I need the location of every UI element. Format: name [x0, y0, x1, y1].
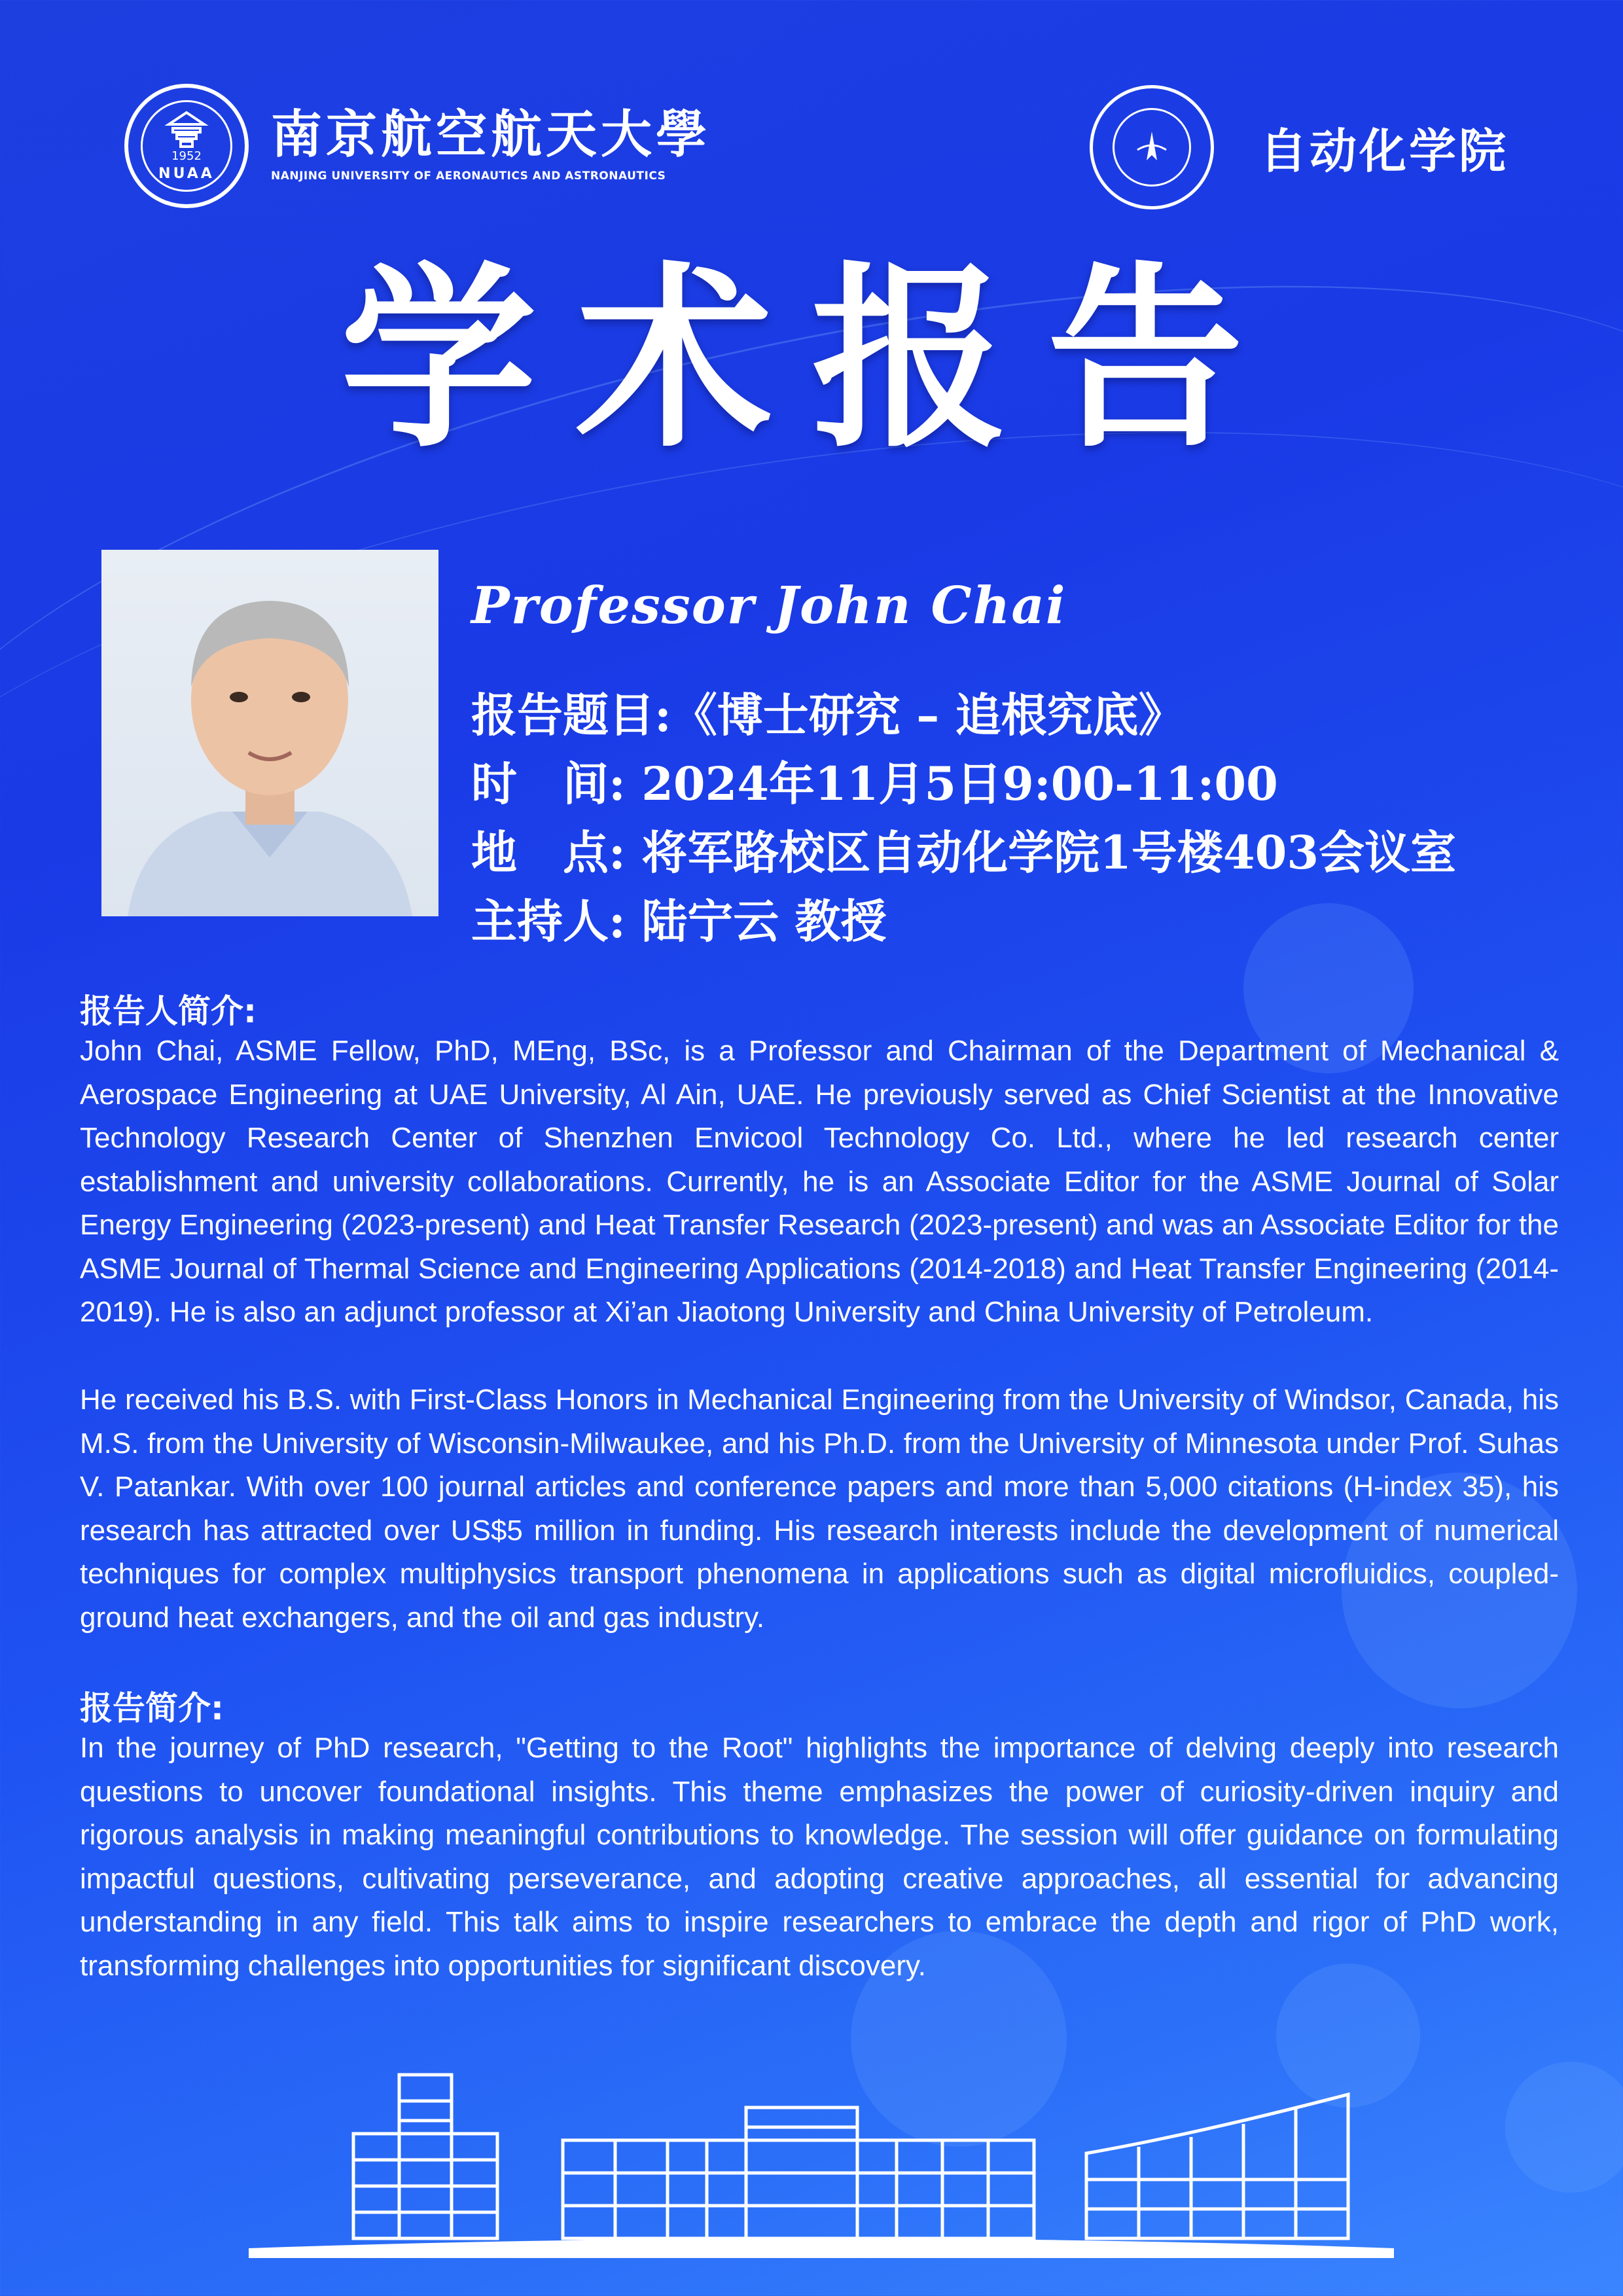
abstract-paragraph: In the journey of PhD research, "Getting to the Root" highlights the importance of delving deeply into research questions to uncover foundational insights. This theme emphasizes the power of curiosity-driven inquiry and rigorous analysis in making meaningful contributions to knowledge. The session will offer guidance on formulating impactful questions, cultivating perseverance, and adopting creative approaches, all essential for advancing understanding in any field. This talk aims to inspire researchers to embrace the depth and rigor of PhD work, transforming challenges into opportunities for significant discovery.: [80, 1732, 1559, 1982]
time-row: [471, 749, 1456, 818]
seal-text: NUAA: [158, 166, 215, 182]
bio-heading: 报告人简介:: [80, 992, 257, 1030]
speaker-name: Professor John Chai: [471, 576, 1067, 636]
topic-row: [471, 681, 1456, 749]
place-value: 将军路校区自动化学院1号楼403会议室: [641, 825, 1457, 880]
university-logo: [124, 84, 711, 208]
abstract-heading: 报告简介:: [80, 1689, 224, 1727]
college-seal-icon: [1090, 85, 1214, 209]
pagoda-icon: [164, 110, 209, 149]
aircraft-icon: [1132, 128, 1171, 167]
place-label: 地 点:: [471, 825, 626, 880]
college-name: 自动化学院: [1260, 124, 1509, 179]
seal-year: 1952: [171, 149, 202, 163]
university-seal-icon: [124, 84, 249, 208]
university-name-en: NANJING UNIVERSITY OF AERONAUTICS AND ASTRONAUTICS: [271, 170, 666, 183]
university-name-cn: 南京航空航天大學: [271, 105, 711, 164]
time-label: 时 间:: [471, 757, 626, 811]
page-title: 学术报告: [340, 245, 1283, 474]
background-bokeh: [1505, 2062, 1623, 2193]
event-info: [471, 681, 1456, 956]
bio-paragraph-1: John Chai, ASME Fellow, PhD, MEng, BSc, is a Professor and Chairman of the Department of Mechanical & Aerospace Engineering at UAE University, Al Ain, UAE. He previously served as Chief Scientist at the Innovative Technology Research Center of Shenzhen Envicool Technology Co. Ltd., where he led research center establishment and university collaborations. Currently, he is an Associate Editor for the ASME Journal of Solar Energy Engineering (2023-present) and Heat Transfer Research (2023-present) and was an Associate Editor for the ASME Journal of Thermal Science and Engineering Applications (2014-2018) and Heat Transfer Engineering (2014-2019). He is also an adjunct professor at Xi’an Jiaotong University and China University of Petroleum.: [80, 1035, 1559, 1328]
topic-value: 《博士研究 – 追根究底》: [671, 688, 1185, 742]
college-logo: [1090, 85, 1508, 209]
host-value: 陆宁云 教授: [641, 894, 887, 948]
host-label: 主持人:: [471, 894, 626, 948]
time-value: 2024年11月5日9:00-11:00: [641, 757, 1278, 811]
place-row: [471, 818, 1456, 887]
bio-paragraph-2: He received his B.S. with First-Class Honors in Mechanical Engineering from the University of Windsor, Canada, his M.S. from the University of Wisconsin-Milwaukee, and his Ph.D. from the University of Minnesota under Prof. Suhas V. Patankar. With over 100 journal articles and conference papers and more than 5,000 citations (H-index 35), his research has attracted over US$5 million in funding. His research interests include the development of numerical techniques for complex multiphysics transport phenomena in applications such as digital microfluidics, coupled-ground heat exchangers, and the oil and gas industry.: [80, 1384, 1559, 1634]
campus-buildings-illustration: [249, 2062, 1394, 2258]
speaker-photo: [101, 550, 438, 916]
topic-label: 报告题目:: [471, 688, 671, 742]
host-row: [471, 887, 1456, 956]
